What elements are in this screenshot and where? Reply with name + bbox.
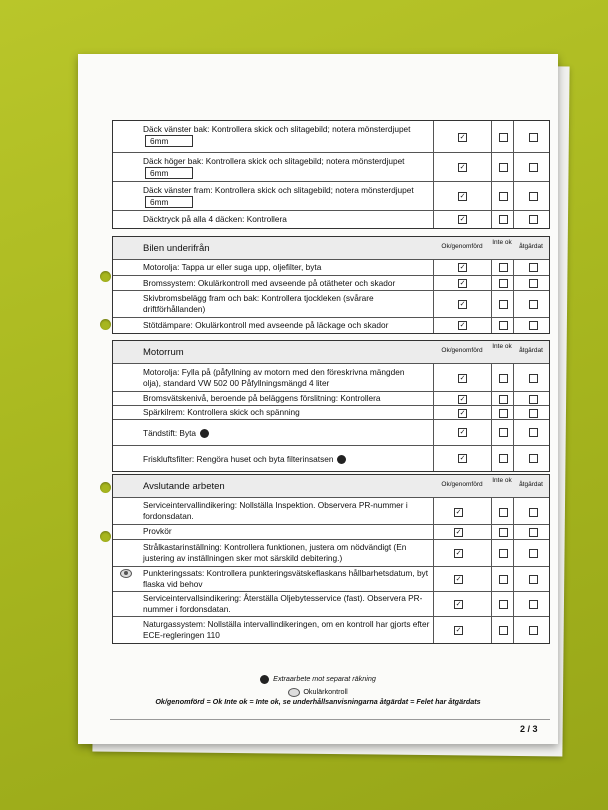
table-row: Däcktryck på alla 4 däcken: Kontrollera ✓ xyxy=(113,210,549,228)
fixed-checkbox[interactable] xyxy=(529,215,538,224)
tread-depth-value: 6mm xyxy=(145,135,193,147)
table-row: Däck höger bak: Kontrollera skick och slitagebild; notera mönsterdjupet 6mm ✓ xyxy=(113,152,549,181)
tread-depth-value: 6mm xyxy=(145,196,193,208)
section-title: Bilen underifrån xyxy=(143,243,210,254)
punch-hole xyxy=(100,319,111,330)
engine-bay-table xyxy=(112,340,550,472)
not-ok-checkbox[interactable] xyxy=(499,626,508,635)
ok-checkbox[interactable]: ✓ xyxy=(459,193,466,200)
table-row: Serviceintervallsindikering: Återställa Oljebytesservice (fast). Observera PR-nummer i fordonsdatan. ✓ xyxy=(113,591,549,616)
not-ok-checkbox[interactable] xyxy=(499,215,508,224)
underside-table xyxy=(112,236,550,334)
ok-checkbox[interactable]: ✓ xyxy=(459,134,466,141)
punch-hole xyxy=(100,482,111,493)
page-number: 2 / 3 xyxy=(520,724,538,734)
table-row: Provkör ✓ xyxy=(113,524,549,539)
fixed-checkbox[interactable] xyxy=(529,279,538,288)
fixed-checkbox[interactable] xyxy=(529,528,538,537)
section-header: Bilen underifrån Ok/genomförd Inte ok åtgärdat xyxy=(113,237,549,260)
table-row: Bromsvätskenivå, beroende på beläggens förslitning: Kontrollera ✓ xyxy=(113,391,549,405)
ok-checkbox[interactable]: ✓ xyxy=(455,601,462,608)
ok-checkbox[interactable]: ✓ xyxy=(459,455,466,462)
not-ok-checkbox[interactable] xyxy=(499,528,508,537)
fixed-checkbox[interactable] xyxy=(529,575,538,584)
fixed-checkbox[interactable] xyxy=(529,626,538,635)
tyre-check-table xyxy=(112,120,550,229)
not-ok-checkbox[interactable] xyxy=(499,163,508,172)
not-ok-checkbox[interactable] xyxy=(499,321,508,330)
table-row: Motorolja: Tappa ur eller suga upp, oljefilter, byta ✓ xyxy=(113,260,549,275)
fixed-checkbox[interactable] xyxy=(529,192,538,201)
visual-inspection-eye-icon xyxy=(120,569,132,578)
table-row: Skivbromsbelägg fram och bak: Kontrollera tjockleken (svårare driftförhållanden) ✓ xyxy=(113,290,549,317)
table-row: Däck vänster fram: Kontrollera skick och slitagebild; notera mönsterdjupet 6mm ✓ xyxy=(113,181,549,210)
fixed-checkbox[interactable] xyxy=(529,321,538,330)
fixed-checkbox[interactable] xyxy=(529,374,538,383)
extra-work-dot-icon xyxy=(260,675,269,684)
fixed-checkbox[interactable] xyxy=(529,549,538,558)
not-ok-checkbox[interactable] xyxy=(499,428,508,437)
table-row: Naturgassystem: Nollställa intervallindikeringen, om en kontroll har gjorts efter ECE-regleringen 110 ✓ xyxy=(113,616,549,643)
ok-checkbox[interactable]: ✓ xyxy=(459,301,466,308)
footer-divider xyxy=(110,719,550,720)
fixed-checkbox[interactable] xyxy=(529,300,538,309)
fixed-checkbox[interactable] xyxy=(529,409,538,418)
table-row: Däck vänster bak: Kontrollera skick och slitagebild; notera mönsterdjupet 6mm ✓ xyxy=(113,121,549,152)
ok-checkbox[interactable]: ✓ xyxy=(459,164,466,171)
fixed-checkbox[interactable] xyxy=(529,395,538,404)
section-header: Avslutande arbeten Ok/genomförd Inte ok åtgärdat xyxy=(113,475,549,498)
not-ok-checkbox[interactable] xyxy=(499,454,508,463)
final-work-table xyxy=(112,474,550,644)
not-ok-checkbox[interactable] xyxy=(499,133,508,142)
extra-work-dot-icon xyxy=(337,455,346,464)
not-ok-checkbox[interactable] xyxy=(499,600,508,609)
table-row: Stötdämpare: Okulärkontroll med avseende på läckage och skador ✓ xyxy=(113,317,549,333)
fixed-checkbox[interactable] xyxy=(529,508,538,517)
legend-visual-inspection: Okulärkontroll xyxy=(78,687,558,697)
extra-work-dot-icon xyxy=(200,429,209,438)
table-row: Spärkilrem: Kontrollera skick och spänning ✓ xyxy=(113,405,549,419)
not-ok-checkbox[interactable] xyxy=(499,279,508,288)
not-ok-checkbox[interactable] xyxy=(499,508,508,517)
ok-checkbox[interactable]: ✓ xyxy=(455,550,462,557)
not-ok-checkbox[interactable] xyxy=(499,374,508,383)
ok-checkbox[interactable]: ✓ xyxy=(455,576,462,583)
not-ok-checkbox[interactable] xyxy=(499,409,508,418)
ok-checkbox[interactable]: ✓ xyxy=(459,264,466,271)
eye-icon xyxy=(288,688,300,697)
not-ok-checkbox[interactable] xyxy=(499,192,508,201)
table-row: Tändstift: Byta ✓ xyxy=(113,419,549,445)
section-header: Motorrum Ok/genomförd Inte ok åtgärdat xyxy=(113,341,549,364)
section-title: Motorrum xyxy=(143,347,184,358)
ok-checkbox[interactable]: ✓ xyxy=(455,529,462,536)
ok-checkbox[interactable]: ✓ xyxy=(455,509,462,516)
legend-extra-work: Extraarbete mot separat räkning xyxy=(78,674,558,684)
section-title: Avslutande arbeten xyxy=(143,481,225,492)
fixed-checkbox[interactable] xyxy=(529,163,538,172)
not-ok-checkbox[interactable] xyxy=(499,549,508,558)
table-row: Serviceintervallindikering: Nollställa Inspektion. Observera PR-nummer i fordonsdatan. ✓ xyxy=(113,498,549,524)
fixed-checkbox[interactable] xyxy=(529,428,538,437)
table-row: Friskluftsfilter: Rengöra huset och byta filterinsatsen ✓ xyxy=(113,445,549,471)
ok-checkbox[interactable]: ✓ xyxy=(459,375,466,382)
not-ok-checkbox[interactable] xyxy=(499,575,508,584)
fixed-checkbox[interactable] xyxy=(529,454,538,463)
fixed-checkbox[interactable] xyxy=(529,133,538,142)
table-row: Strålkastarinställning: Kontrollera funktionen, justera om nödvändigt (En justering av inställningen sker mot särskild debitering.) ✓ xyxy=(113,539,549,566)
fixed-checkbox[interactable] xyxy=(529,600,538,609)
ok-checkbox[interactable]: ✓ xyxy=(459,322,466,329)
ok-checkbox[interactable]: ✓ xyxy=(459,410,466,417)
table-row: Punkteringssats: Kontrollera punkteringsvätskeflaskans hållbarhetsdatum, byt flaska vid behov ✓ xyxy=(113,566,549,591)
ok-checkbox[interactable]: ✓ xyxy=(459,429,466,436)
table-row: Bromssystem: Okulärkontroll med avseende på otätheter och skador ✓ xyxy=(113,275,549,290)
ok-checkbox[interactable]: ✓ xyxy=(455,627,462,634)
punch-hole xyxy=(100,531,111,542)
ok-checkbox[interactable]: ✓ xyxy=(459,280,466,287)
legend-explanation: Ok/genomförd = Ok Inte ok = Inte ok, se underhållsanvisningarna åtgärdat = Felet har åtgärdats xyxy=(155,697,481,706)
tread-depth-value: 6mm xyxy=(145,167,193,179)
punch-hole xyxy=(100,271,111,282)
not-ok-checkbox[interactable] xyxy=(499,395,508,404)
ok-checkbox[interactable]: ✓ xyxy=(459,396,466,403)
fixed-checkbox[interactable] xyxy=(529,263,538,272)
not-ok-checkbox[interactable] xyxy=(499,263,508,272)
not-ok-checkbox[interactable] xyxy=(499,300,508,309)
table-row: Motorolja: Fylla på (påfyllning av motorn med den föreskrivna mängden olja), standard VW 502 00 Påfyllningsmängd 4 liter ✓ xyxy=(113,364,549,391)
ok-checkbox[interactable]: ✓ xyxy=(459,216,466,223)
